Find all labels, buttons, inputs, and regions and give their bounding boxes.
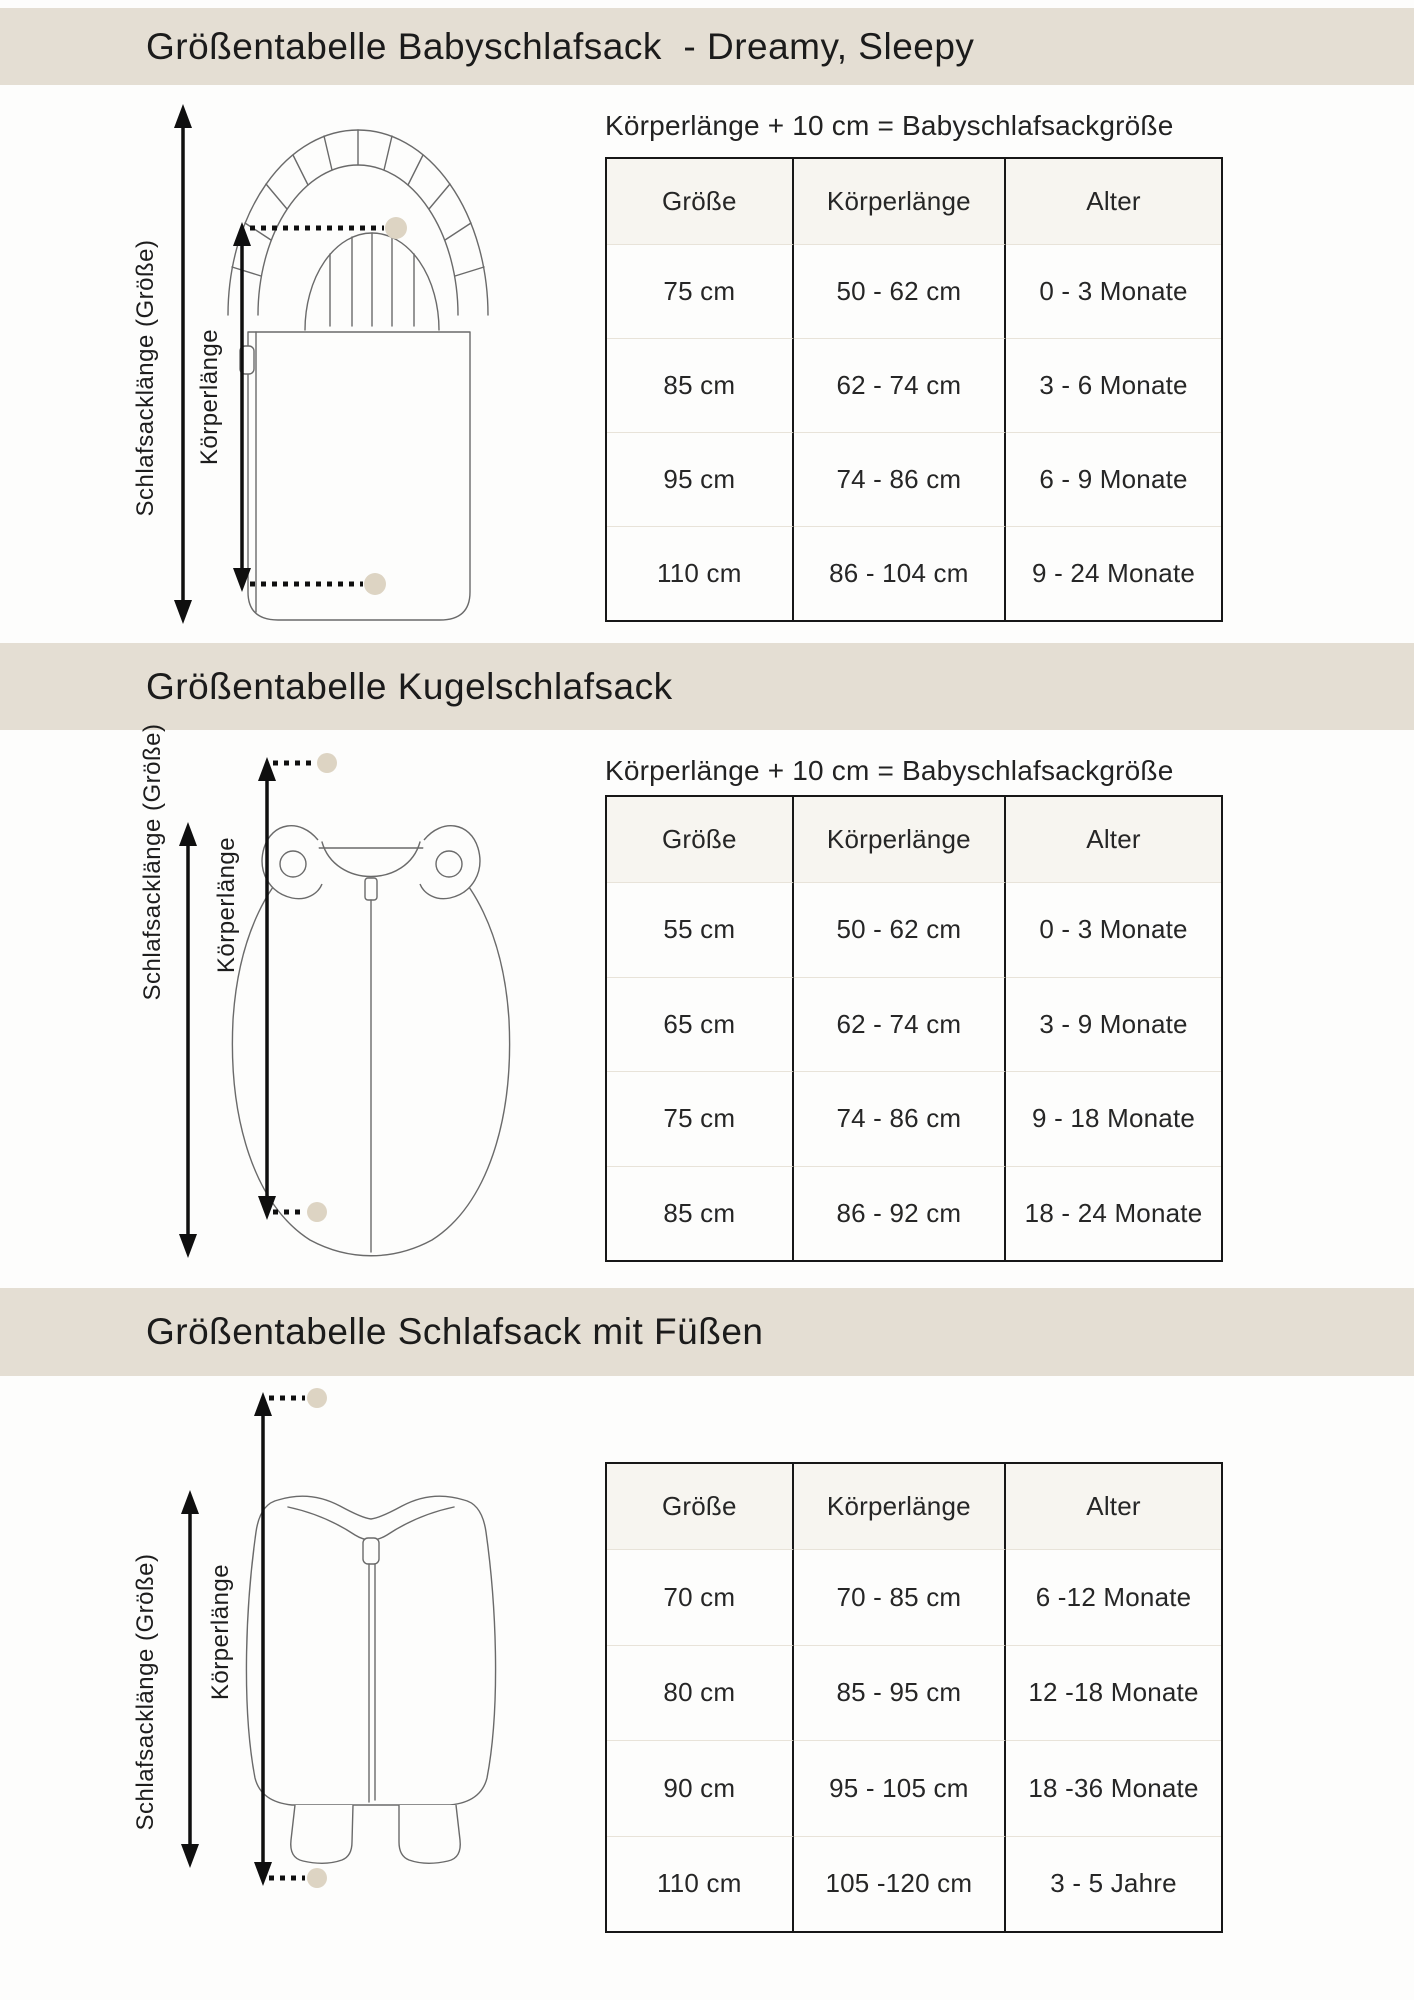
zipper-pull bbox=[365, 878, 377, 900]
table-cell: 85 cm bbox=[607, 338, 794, 432]
table-cell: 75 cm bbox=[607, 244, 794, 338]
column-header-alter: Alter bbox=[1006, 1464, 1221, 1549]
table-cell: 18 -36 Monate bbox=[1006, 1740, 1221, 1836]
table-cell: 12 -18 Monate bbox=[1006, 1645, 1221, 1741]
arrowhead-up bbox=[179, 822, 197, 846]
shoulder-tab-right bbox=[420, 826, 480, 899]
pillow-pleats bbox=[330, 233, 414, 326]
table-cell: 62 - 74 cm bbox=[794, 338, 1006, 432]
section-title: Größentabelle Schlafsack mit Füßen bbox=[146, 1311, 764, 1352]
table-cell: 74 - 86 cm bbox=[794, 432, 1006, 526]
table-cell: 18 - 24 Monate bbox=[1006, 1166, 1221, 1261]
diagram-kugelschlafsack bbox=[139, 724, 510, 1258]
table-cell: 70 - 85 cm bbox=[794, 1549, 1006, 1645]
column-header-alter: Alter bbox=[1006, 159, 1221, 244]
table-cell: 6 - 9 Monate bbox=[1006, 432, 1221, 526]
table-cell: 90 cm bbox=[607, 1740, 794, 1836]
foot-right bbox=[399, 1805, 460, 1863]
table-cell: 3 - 5 Jahre bbox=[1006, 1836, 1221, 1932]
sack-length-label: Schlafsacklänge (Größe) bbox=[132, 1553, 159, 1831]
formula-caption: Körperlänge + 10 cm = Babyschlafsackgröße bbox=[605, 110, 1174, 141]
diagram-schlafsack-mit-fuessen bbox=[132, 1388, 496, 1888]
measure-dot bbox=[307, 1202, 327, 1222]
table-cell: 0 - 3 Monate bbox=[1006, 244, 1221, 338]
table-cell: 95 cm bbox=[607, 432, 794, 526]
table-cell: 9 - 18 Monate bbox=[1006, 1071, 1221, 1166]
table-cell: 80 cm bbox=[607, 1645, 794, 1741]
column-header-alter: Alter bbox=[1006, 797, 1221, 882]
table-cell: 86 - 104 cm bbox=[794, 526, 1006, 620]
section-title: Größentabelle Kugelschlafsack bbox=[146, 665, 673, 707]
table-cell: 0 - 3 Monate bbox=[1006, 882, 1221, 977]
table-cell: 3 - 6 Monate bbox=[1006, 338, 1221, 432]
table-cell: 110 cm bbox=[607, 526, 794, 620]
size-table-kugelschlafsack bbox=[605, 795, 1223, 1262]
size-table-schlafsack-mit-fuessen bbox=[605, 1462, 1223, 1933]
table-cell: 3 - 9 Monate bbox=[1006, 977, 1221, 1072]
column-header-koerperlaenge: Körperlänge bbox=[794, 797, 1006, 882]
arrowhead-up bbox=[174, 104, 192, 128]
diagram-babyschlafsack bbox=[132, 104, 488, 624]
bag-body-outline bbox=[248, 332, 470, 620]
column-header-groesse: Größe bbox=[607, 159, 794, 244]
section-title: Größentabelle Babyschlafsack - Dreamy, Sleepy bbox=[146, 25, 975, 67]
arrowhead-down bbox=[179, 1234, 197, 1258]
arrowhead-up bbox=[181, 1490, 199, 1514]
hood-ruffle-pleats bbox=[232, 130, 484, 276]
size-table-babyschlafsack bbox=[605, 157, 1223, 622]
zipper-pull bbox=[363, 1538, 379, 1564]
table-cell: 9 - 24 Monate bbox=[1006, 526, 1221, 620]
shoulder-tab-left bbox=[262, 826, 322, 899]
table-cell: 62 - 74 cm bbox=[794, 977, 1006, 1072]
table-cell: 70 cm bbox=[607, 1549, 794, 1645]
table-cell: 65 cm bbox=[607, 977, 794, 1072]
column-header-koerperlaenge: Körperlänge bbox=[794, 159, 1006, 244]
arrowhead-down bbox=[181, 1844, 199, 1868]
column-header-groesse: Größe bbox=[607, 1464, 794, 1549]
measure-dot bbox=[364, 573, 386, 595]
measure-dot bbox=[307, 1868, 327, 1888]
column-header-groesse: Größe bbox=[607, 797, 794, 882]
body-length-label: Körperlänge bbox=[213, 836, 240, 974]
table-cell: 110 cm bbox=[607, 1836, 794, 1932]
table-cell: 50 - 62 cm bbox=[794, 244, 1006, 338]
arrowhead-down bbox=[254, 1862, 272, 1886]
table-cell: 50 - 62 cm bbox=[794, 882, 1006, 977]
body-length-label: Körperlänge bbox=[207, 1563, 234, 1701]
sack-length-label: Schlafsacklänge (Größe) bbox=[132, 239, 159, 517]
measure-dot bbox=[317, 753, 337, 773]
measure-dot bbox=[307, 1388, 327, 1408]
table-cell: 85 - 95 cm bbox=[794, 1645, 1006, 1741]
table-cell: 105 -120 cm bbox=[794, 1836, 1006, 1932]
column-header-koerperlaenge: Körperlänge bbox=[794, 1464, 1006, 1549]
table-cell: 86 - 92 cm bbox=[794, 1166, 1006, 1261]
table-cell: 6 -12 Monate bbox=[1006, 1549, 1221, 1645]
table-cell: 75 cm bbox=[607, 1071, 794, 1166]
arrowhead-down bbox=[174, 600, 192, 624]
table-cell: 95 - 105 cm bbox=[794, 1740, 1006, 1836]
body-length-label: Körperlänge bbox=[196, 328, 223, 466]
sack-length-label: Schlafsacklänge (Größe) bbox=[139, 723, 166, 1001]
hood-inner-arch bbox=[258, 165, 458, 315]
table-cell: 85 cm bbox=[607, 1166, 794, 1261]
measure-dot bbox=[385, 217, 407, 239]
foot-left bbox=[291, 1805, 353, 1863]
arrowhead-down bbox=[258, 1196, 276, 1220]
formula-caption: Körperlänge + 10 cm = Babyschlafsackgröße bbox=[605, 755, 1174, 786]
table-cell: 55 cm bbox=[607, 882, 794, 977]
table-cell: 74 - 86 cm bbox=[794, 1071, 1006, 1166]
